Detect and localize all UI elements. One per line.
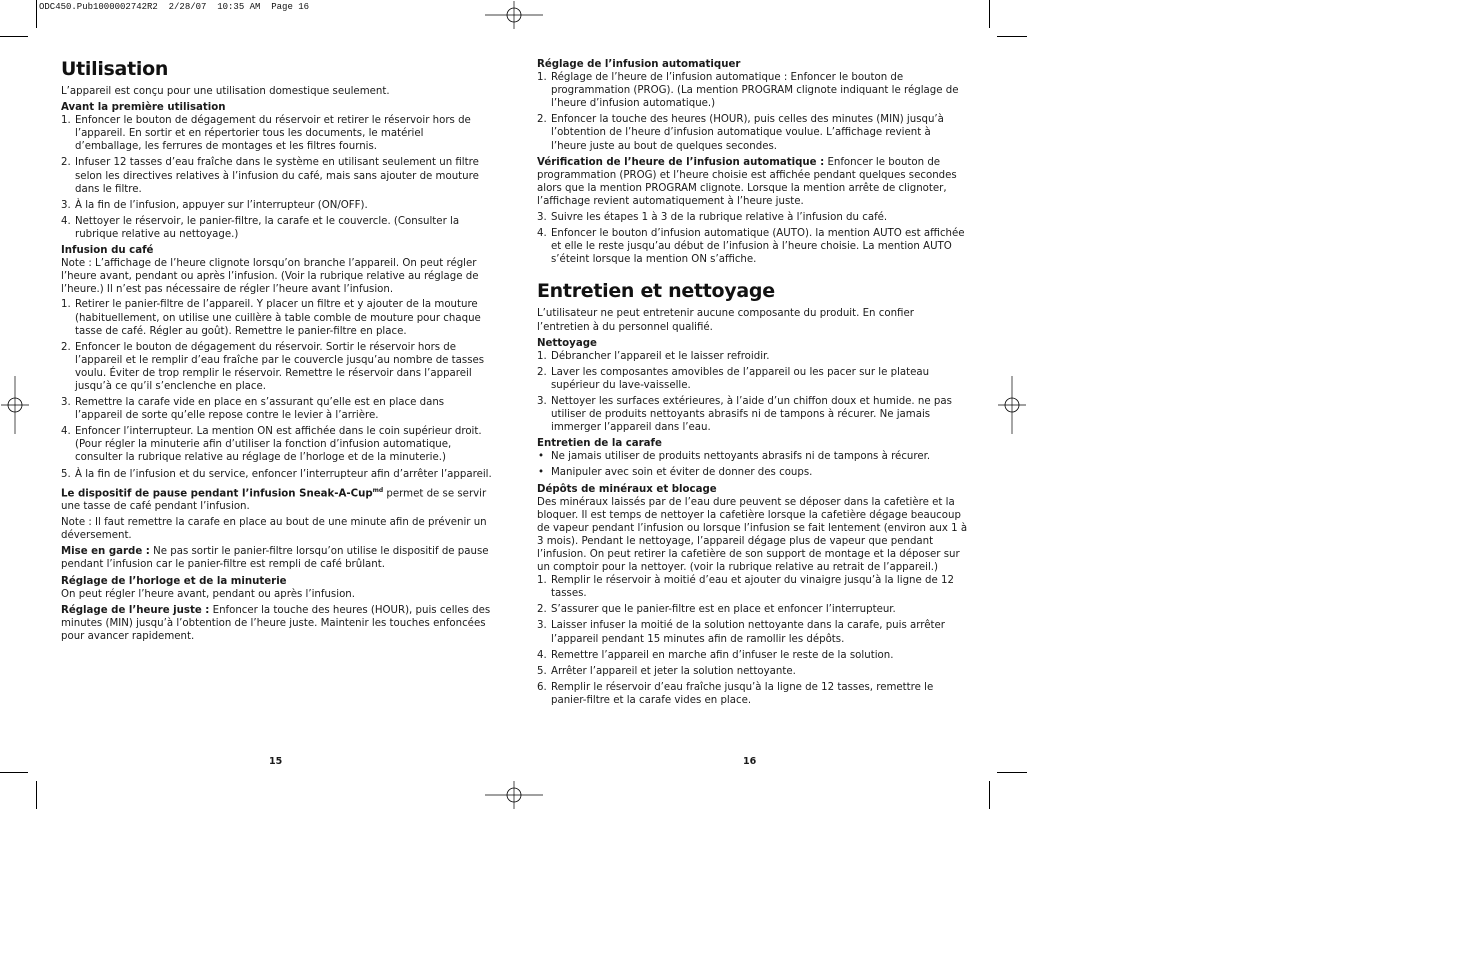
list-item: 3. Remettre la carafe vide en place en s’assurant qu’elle est en place dans l’appareil de sorte qu’elle repose contre le levier à l’arrière.: [61, 397, 445, 422]
crop-mark: [36, 781, 37, 809]
cleaning-list: [537, 350, 969, 435]
list-item: 1. Réglage de l’heure de l’infusion automatique : Enfoncer le bouton de programmation (PROG). (La mention PROGRAM clignote indiquant le réglage de l’heure d’infusion automatique.): [537, 72, 959, 110]
clock-paragraph: On peut régler l’heure avant, pendant ou après l’infusion.: [61, 588, 355, 600]
left-page-column: [61, 58, 493, 646]
registration-mark-icon: [485, 1, 543, 29]
list-item: 1. Enfoncer le bouton de dégagement du réservoir et retirer le réservoir hors de l’appareil. En sortir et en répertorier tous les documents, le matériel d’emballage, les ferrures de montages et les filtres fournis.: [61, 115, 471, 153]
auto-brew-list-continued: [537, 211, 969, 266]
list-item: 1. Débrancher l’appareil et le laisser refroidir.: [537, 350, 770, 362]
crop-mark: [989, 0, 990, 28]
subheading-clock: Réglage de l’horloge et de la minuterie: [61, 575, 287, 587]
list-item: 4. Remettre l’appareil en marche afin d’infuser le reste de la solution.: [537, 649, 894, 661]
list-item: 4. Enfoncer le bouton d’infusion automatique (AUTO). la mention AUTO est affichée et elle le reste jusqu’au début de l’infusion à l’heure choisie. La mention AUTO s’éteint lorsque la mention ON s’affiche.: [537, 228, 965, 266]
list-item: 1. Retirer le panier-filtre de l’appareil. Y placer un filtre et y ajouter de la mouture (habituellement, on utilise une cuillère à table comble de mouture pour chaque tasse de café. Régler au goût). Remettre le panier-filtre en place.: [61, 299, 481, 337]
brewing-note: Note : L’affichage de l’heure clignote lorsqu’on branche l’appareil. On peut régler l’heure avant, pendant ou après l’infusion. (Voir la rubrique relative au réglage de l’heure.) Il n’est pas nécessaire de régler l’heure avant l’infusion.: [61, 258, 479, 296]
time-setting-paragraph: Réglage de l’heure juste : Enfoncer la touche des heures (HOUR), puis celles des minutes (MIN) jusqu’à l’obtention de l’heure juste. Maintenir les touches enfoncées pour avancer rapidement.: [61, 604, 491, 642]
registration-mark-icon: [998, 376, 1026, 434]
mineral-list: [537, 574, 969, 707]
verify-paragraph: Vérification de l’heure de l’infusion automatique : Enfoncer le bouton de programmation (PROG) et l’heure choisie est affichée pendant quelques secondes alors que la mention PROGRAM clignote. Lorsque la mention arrête de clignoter, l’affichage revient automatiquement à l’heure juste.: [537, 156, 957, 207]
section-title-utilisation: Utilisation: [61, 58, 169, 80]
bullet-icon: •: [538, 467, 545, 479]
list-item: 2. Enfoncer la touche des heures (HOUR), puis celles des minutes (MIN) jusqu’à l’obtention de l’heure d’infusion automatique voulue. L’affichage revient à l’heure juste au bout de quelques secondes.: [537, 114, 944, 152]
list-item: 2. Infuser 12 tasses d’eau fraîche dans le système en utilisant seulement un filtre selon les directives relatives à l’infusion du café, mais sans ajouter de mouture dans le filtre.: [61, 157, 479, 195]
crop-mark: [36, 0, 37, 28]
list-item: 1. Remplir le réservoir à moitié d’eau et ajouter du vinaigre jusqu’à la ligne de 12 tasses.: [537, 575, 954, 600]
intro-paragraph: L’appareil est conçu pour une utilisation domestique seulement.: [61, 86, 390, 97]
crop-mark: [989, 781, 990, 809]
list-item: 2. Enfoncer le bouton de dégagement du réservoir. Sortir le réservoir hors de l’appareil et le remplir d’eau fraîche par le couvercle jusqu’au nombre de tasses voulu. Éviter de trop remplir le réservoir. Remettre le réservoir dans l’appareil jusqu’à ce qu’il s’enclenche en place.: [61, 341, 485, 392]
care-intro: L’utilisateur ne peut entretenir aucune composante du produit. En confier l’entretien à du personnel qualifié.: [537, 308, 914, 333]
subheading-before-first-use: Avant la première utilisation: [61, 102, 226, 114]
page-number-right: 16: [743, 756, 757, 767]
list-item: 2. S’assurer que le panier-filtre est en place et enfoncer l’interrupteur.: [537, 604, 896, 616]
list-item: • Ne jamais utiliser de produits nettoyants abrasifs ni de tampons à récurer.: [538, 451, 931, 463]
before-first-use-list: [61, 114, 493, 241]
carafe-care-list: [537, 450, 969, 479]
list-item: 5. Arrêter l’appareil et jeter la solution nettoyante.: [537, 665, 796, 677]
crop-mark: [0, 772, 28, 773]
list-item: 6. Remplir le réservoir d’eau fraîche jusqu’à la ligne de 12 tasses, remettre le panier-filtre et la carafe vides en place.: [537, 681, 934, 706]
sneak-a-cup-paragraph: Le dispositif de pause pendant l’infusion Sneak-A-Cup$^{md}$ permet de se servir une tasse de café pendant l’infusion.: [61, 486, 487, 513]
page-number-left: 15: [269, 756, 283, 767]
list-item: • Manipuler avec soin et éviter de donner des coups.: [538, 467, 813, 479]
list-item: 4. Nettoyer le réservoir, le panier-filtre, la carafe et le couvercle. (Consulter la rubrique relative au nettoyage.): [61, 215, 460, 240]
subheading-auto-brew: Réglage de l’infusion automatiquer: [537, 59, 741, 70]
right-page-column: [537, 58, 969, 710]
mineral-paragraph: Des minéraux laissés par de l’eau dure peuvent se déposer dans la cafetière et la bloquer. Il est temps de nettoyer la cafetière lorsque la cafetière dégage beaucoup de vapeur pendant l’infusion ou lorsque l’infusion se fait lentement (environ aux 1 à 3 mois). Pendant le nettoyage, l’appareil dégage plus de vapeur que pendant l’infusion. On peut retirer la cafetière de son support de montage et la déposer sur un comptoir pour la nettoyer. (voir la rubrique relative au retrait de l’appareil.): [537, 496, 968, 574]
list-item: 2. Laver les composantes amovibles de l’appareil ou les pacer sur le plateau supérieur du lave-vaisselle.: [537, 366, 930, 391]
auto-brew-list: [537, 71, 969, 153]
subheading-mineral-deposits: Dépôts de minéraux et blocage: [537, 483, 717, 495]
section-title-care: Entretien et nettoyage: [537, 280, 775, 303]
crop-mark: [997, 772, 1027, 773]
registration-mark-icon: [485, 781, 543, 809]
list-item: 3. Laisser infuser la moitié de la solution nettoyante dans la carafe, puis arrêter l’appareil pendant 15 minutes afin de ramollir les dépôts.: [537, 620, 945, 645]
caution-paragraph: Mise en garde : Ne pas sortir le panier-filtre lorsqu’on utilise le dispositif de pause pendant l’infusion car le panier-filtre est rempli de café brûlant.: [61, 546, 489, 571]
list-item: 5. À la fin de l’infusion et du service, enfoncer l’interrupteur afin d’arrêter l’appareil.: [61, 468, 492, 480]
list-item: 4. Enfoncer l’interrupteur. La mention ON est affichée dans le coin supérieur droit. (Pour régler la minuterie afin d’utiliser la fonction d’infusion automatique, consulter la rubrique relative au réglage de l’horloge et de la minuterie.): [61, 426, 482, 464]
subheading-brewing: Infusion du café: [61, 245, 154, 257]
brewing-list: [61, 298, 493, 480]
list-item: 3. À la fin de l’infusion, appuyer sur l’interrupteur (ON/OFF).: [61, 199, 368, 211]
note-paragraph: Note : Il faut remettre la carafe en place au bout de une minute afin de prévenir un déversement.: [61, 517, 487, 542]
crop-mark: [0, 36, 28, 37]
list-item: 3. Suivre les étapes 1 à 3 de la rubrique relative à l’infusion du café.: [537, 212, 888, 224]
bullet-icon: •: [538, 451, 545, 463]
print-slug: ODC450.Pub1000002742R2 2/28/07 10:35 AM Page 16: [39, 2, 310, 12]
subheading-carafe-care: Entretien de la carafe: [537, 438, 662, 450]
list-item: 3. Nettoyer les surfaces extérieures, à l’aide d’un chiffon doux et humide. ne pas utiliser de produits nettoyants abrasifs ni de tampons à récurer. Ne jamais immerger l’appareil dans l’eau.: [537, 395, 952, 434]
subheading-cleaning: Nettoyage: [537, 337, 597, 349]
registration-mark-icon: [1, 376, 29, 434]
crop-mark: [997, 36, 1027, 37]
